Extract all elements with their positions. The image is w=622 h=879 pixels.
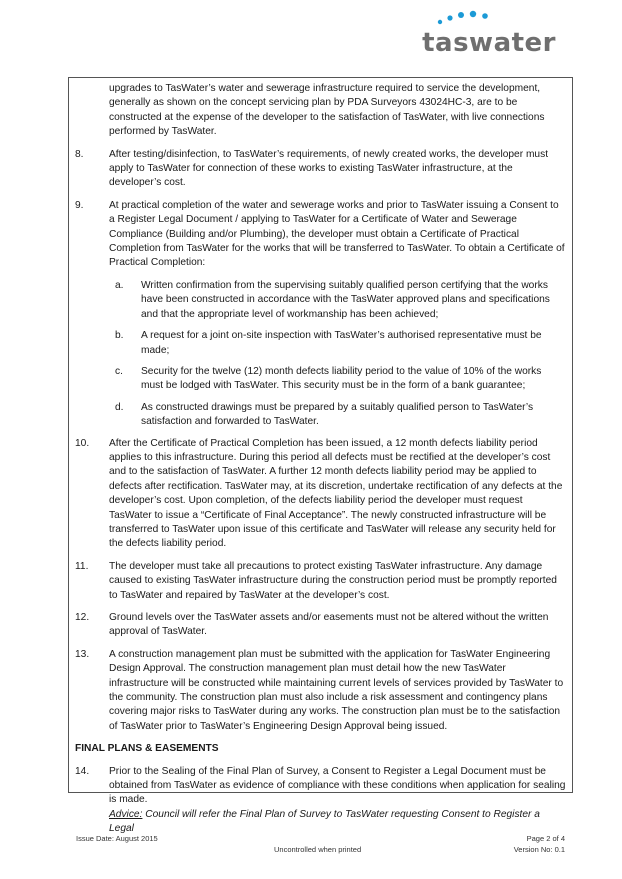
condition-item-14 [75, 765, 566, 837]
sub-item-text: A request for a joint on-site inspection with TasWater’s authorised representative must be made; [141, 330, 542, 356]
item-text: After testing/disinfection, to TasWater’s requirements, of newly created works, the developer must apply to TasWater for connection of these works to existing TasWater infrastructure, at the developer’s cost. [109, 148, 549, 189]
item-number: 9. [75, 199, 84, 211]
item-text: A construction management plan must be submitted with the application for TasWater Engineering Design Approval. The construction management plan must detail how the new TasWater infrastructure will be constructed while maintaining current levels of services provided by TasWater to the community. The construction plan must also include a risk assessment and contingency plans covering major risks to TasWater during any works. The construction plan must be to the satisfaction of TasWater prior to TasWater’s Engineering Design Approval being issued. [109, 648, 564, 732]
item-number: 10. [75, 437, 90, 449]
item-text [109, 765, 566, 837]
item-number: 13. [75, 648, 90, 660]
sub-item-letter: c. [115, 365, 123, 377]
sub-item-d [109, 401, 566, 430]
logo-text: taswater [422, 28, 556, 58]
item-number: 12. [75, 612, 90, 623]
sub-item-letter: a. [115, 279, 124, 291]
issue-date: Issue Date: August 2015 [76, 834, 158, 843]
sub-item-text: Security for the twelve (12) month defects liability period to the value of 10% of the works must be lodged with TasWater. This security must be in the form of a bank guarantee; [141, 365, 542, 392]
sub-item-a [109, 279, 566, 322]
item-text: After the Certificate of Practical Completion has been issued, a 12 month defects liability period applies to this infrastructure. During this period all defects must be rectified at the developer’s cost and to the satisfaction of TasWater. A further 12 month defects liability period may be applied to defects after rectification. TasWater may, at its discretion, undertake rectification of any defects at the developer’s cost. Upon completion, of the defects liability period the developer must request TasWater to issue a “Certificate of Final Acceptance”. The newly constructed infrastructure will be transferred to TasWater upon issue of this certificate and TasWater will release any security held for the defects liability period. [109, 437, 563, 550]
sub-item-text: Written confirmation from the supervising suitably qualified person certifying that the works have been constructed in accordance with the TasWater approved plans and specifications and that the appropriate level of workmanship has been achieved; [141, 279, 550, 320]
advice-note [109, 809, 540, 834]
condition-item-11 [75, 560, 566, 603]
condition-item-9 [75, 199, 566, 271]
page-number: Page 2 of 4 [526, 834, 565, 843]
item-text: Ground levels over the TasWater assets and/or easements must not be altered without the written approval of TasWater. [109, 612, 549, 638]
water-drops-icon [430, 8, 500, 28]
item-text: The developer must take all precautions to protect existing TasWater infrastructure. Any damage caused to existing TasWater infrastructure during the construction period must be promptly reported to TasWater and repaired by TasWater at the developer’s cost. [109, 560, 557, 601]
item-number: 8. [75, 148, 84, 160]
item-text: At practical completion of the water and sewerage works and prior to TasWater issuing a Consent to a Register Legal Document / applying to TasWater for a Certificate of Water and Sewerage Compliance (Building and/or Plumbing), the developer must obtain a Certificate of Practical Completion from TasWater for the works that will be transferred to TasWater. To obtain a Certificate of Practical Completion: [109, 199, 565, 269]
conditions-content [68, 77, 573, 835]
condition-item-8 [75, 148, 566, 191]
condition-item-12 [75, 611, 566, 640]
sub-item-b [109, 329, 566, 358]
advice-label: Advice: [109, 808, 143, 820]
sub-item-text: As constructed drawings must be prepared by a suitably qualified person to TasWater’s satisfaction and forwarded to TasWater. [141, 401, 534, 428]
sub-item-letter: d. [115, 401, 124, 413]
version-number: Version No: 0.1 [513, 845, 565, 854]
item-number: 14. [75, 765, 90, 777]
item-14-text: Prior to the Sealing of the Final Plan of Survey, a Consent to Register a Legal Document must be obtained from TasWater as evidence of compliance with these conditions when application for sealing is made. [109, 765, 566, 806]
taswater-logo [422, 28, 556, 58]
uncontrolled-notice: Uncontrolled when printed [274, 845, 362, 854]
condition-item-13 [75, 648, 566, 734]
continuation-paragraph: upgrades to TasWater’s water and sewerage infrastructure required to service the development, generally as shown on the concept servicing plan by PDA Surveyors 43024HC-3, are to be constructed at the expense of the developer to the satisfaction of TasWater, with live connections performed by TasWater. [109, 83, 545, 138]
advice-text: Council will refer the Final Plan of Survey to TasWater requesting Consent to Register a Legal [109, 808, 540, 835]
item-number: 11. [75, 560, 89, 572]
condition-item-10 [75, 437, 566, 552]
sub-item-letter: b. [115, 330, 124, 342]
section-heading: FINAL PLANS & EASEMENTS [75, 743, 219, 755]
sub-item-c [109, 365, 566, 394]
